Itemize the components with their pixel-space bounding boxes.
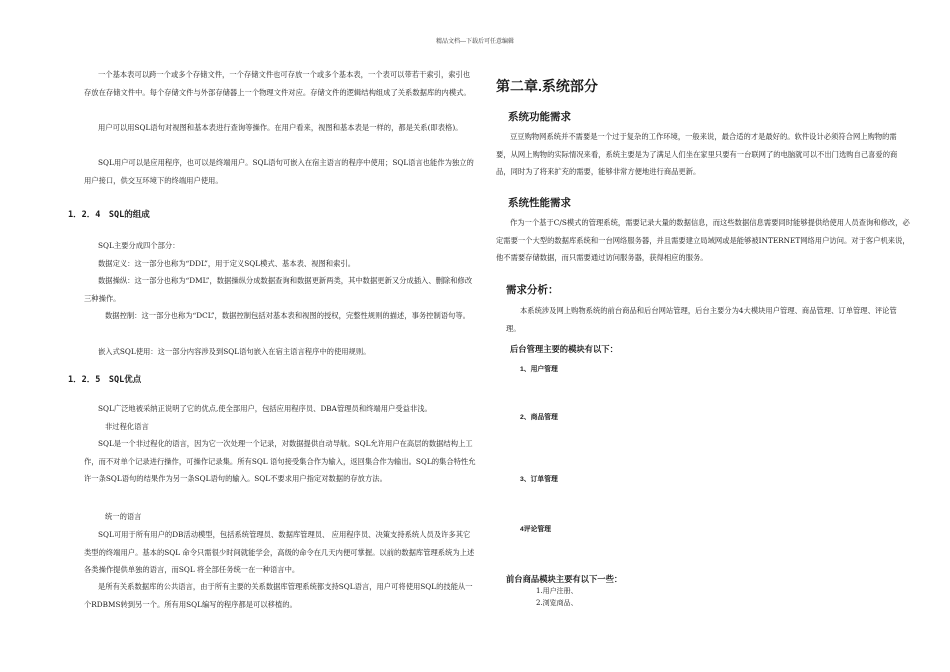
section-heading-sql-composition: 1．2．4 SQL的组成 xyxy=(68,210,150,220)
page-header: 精品文档---下载后可任意编辑 xyxy=(435,38,515,45)
subheading-unified-language: 统一的语言 xyxy=(105,512,142,521)
backend-item-order-management: 3、订单管理 xyxy=(520,476,558,483)
heading-functional-requirements: 系统功能需求 xyxy=(508,111,571,123)
paragraph-advantages-intro: SQL广泛地被采纳正说明了它的优点,使全部用户，包括应用程序员、DBA管理员和终端用户受益非浅。 xyxy=(98,404,432,413)
heading-requirements-analysis: 需求分析： xyxy=(506,284,559,296)
frontend-item-browse: 2.浏览商品、 xyxy=(536,599,578,607)
paragraph-requirements-analysis: 本系统涉及网上购物系统的前台商品和后台网站管理，后台主要分为4大模块用户管理、商品管理、订单管理、评论管理。 xyxy=(506,306,897,333)
frontend-item-register: 1.用户注册、 xyxy=(536,587,578,595)
paragraph-common-language: 是所有关系数据库的公共语言，由于所有主要的关系数据库管理系统都支持SQL语言，用户可将使用SQL的技能从一个RDBMS转到另一个。所有用SQL编写的程序都是可以移植的。 xyxy=(84,582,473,609)
paragraph-embedded-sql: 嵌入式SQL使用：这一部分内容涉及到SQL语句嵌入在宿主语言程序中的使用规则。 xyxy=(98,347,371,356)
paragraph-functional-requirements: 豆豆购物网系统并不需要是一个过于复杂的工作环境，一般来说，最合适的才是最好的。软件设计必须符合网上购物的需要，从网上购物的实际情况来看，系统主要是为了满足人们坐在家里只要有一台联网了的电脑就可以不出门选购自己喜爱的商品，同时为了将来扩充的需要，能够非常方便地进行商品更新。 xyxy=(496,132,898,176)
paragraph-performance-requirements: 作为一个基于C/S模式的管理系统，需要记录大量的数据信息，而这些数据信息需要同时能够提供给使用人员查询和修改，必定需要一个大型的数据库系统和一台网络服务器，并且需要建立局域网或是能够被INTERNET网络用户访问。对于客户机来说，他不需要存储数据，而只需要通过访问服务器，获得相应的服务。 xyxy=(496,218,910,262)
paragraph-users: SQL用户可以是应用程序，也可以是终端用户。SQL语句可嵌入在宿主语言的程序中使用；SQL语言也能作为独立的用户接口，供交互环境下的终端用户使用。 xyxy=(84,158,474,185)
chapter-title: 第二章.系统部分 xyxy=(496,78,598,94)
backend-item-product-management: 2、商品管理 xyxy=(520,414,558,421)
paragraph-storage: 一个基本表可以跨一个或多个存储文件，一个存储文件也可存放一个或多个基本表，一个表可以带若干索引，索引也存放在存储文件中。每个存储文件与外部存储器上一个物理文件对应。存储文件的逻辑结构组成了关系数据库的内模式。 xyxy=(84,70,471,97)
subheading-non-procedural: 非过程化语言 xyxy=(105,422,149,431)
paragraph-composition-intro: SQL主要分成四个部分： xyxy=(98,241,180,250)
heading-performance-requirements: 系统性能需求 xyxy=(508,197,571,209)
paragraph-views: 用户可以用SQL语句对视图和基本表进行查询等操作。在用户看来，视图和基本表是一样的，都是关系(即表格)。 xyxy=(98,123,463,132)
heading-backend-modules: 后台管理主要的模块有以下： xyxy=(510,344,618,354)
backend-item-user-management: 1、用户管理 xyxy=(520,366,558,373)
paragraph-non-procedural: SQL是一个非过程化的语言，因为它一次处理一个记录，对数据提供自动导航。SQL允许用户在高层的数据结构上工作，而不对单个记录进行操作，可操作记录集。所有SQL 语句接受集合作为输入，返回集合作为输出。SQL的集合特性允许一条SQL语句的结果作为另一条SQL语句的输入。SQL不要求用户指定对数据的存放方法。 xyxy=(84,439,476,483)
paragraph-dml: 数据操纵：这一部分也称为“DML”，数据操纵分成数据查询和数据更新两类，其中数据更新又分成插入、删除和修改三种操作。 xyxy=(84,276,473,303)
paragraph-dcl: 数据控制：这一部分也称为“DCL”，数据控制包括对基本表和视图的授权，完整性规则的描述，事务控制语句等。 xyxy=(105,311,470,320)
paragraph-ddl: 数据定义：这一部分也称为“DDL”，用于定义SQL模式、基本表、视图和索引。 xyxy=(98,259,355,268)
section-heading-sql-advantages: 1．2．5 SQL优点 xyxy=(68,375,142,385)
heading-frontend-modules: 前台商品模块主要有以下一些： xyxy=(506,574,623,584)
paragraph-unified-language: SQL可用于所有用户的DB活动模型，包括系统管理员、数据库管理员、 应用程序员、决策支持系统人员及许多其它类型的终端用户。基本的SQL 命令只需很少时间就能学会，高级的命令在几天内便可掌握。以前的数据库管理系统为上述各类操作提供单独的语言，而SQL 将全部任务统一在一种语言中。 xyxy=(84,530,475,574)
backend-item-review-management: 4评论管理 xyxy=(520,526,551,533)
